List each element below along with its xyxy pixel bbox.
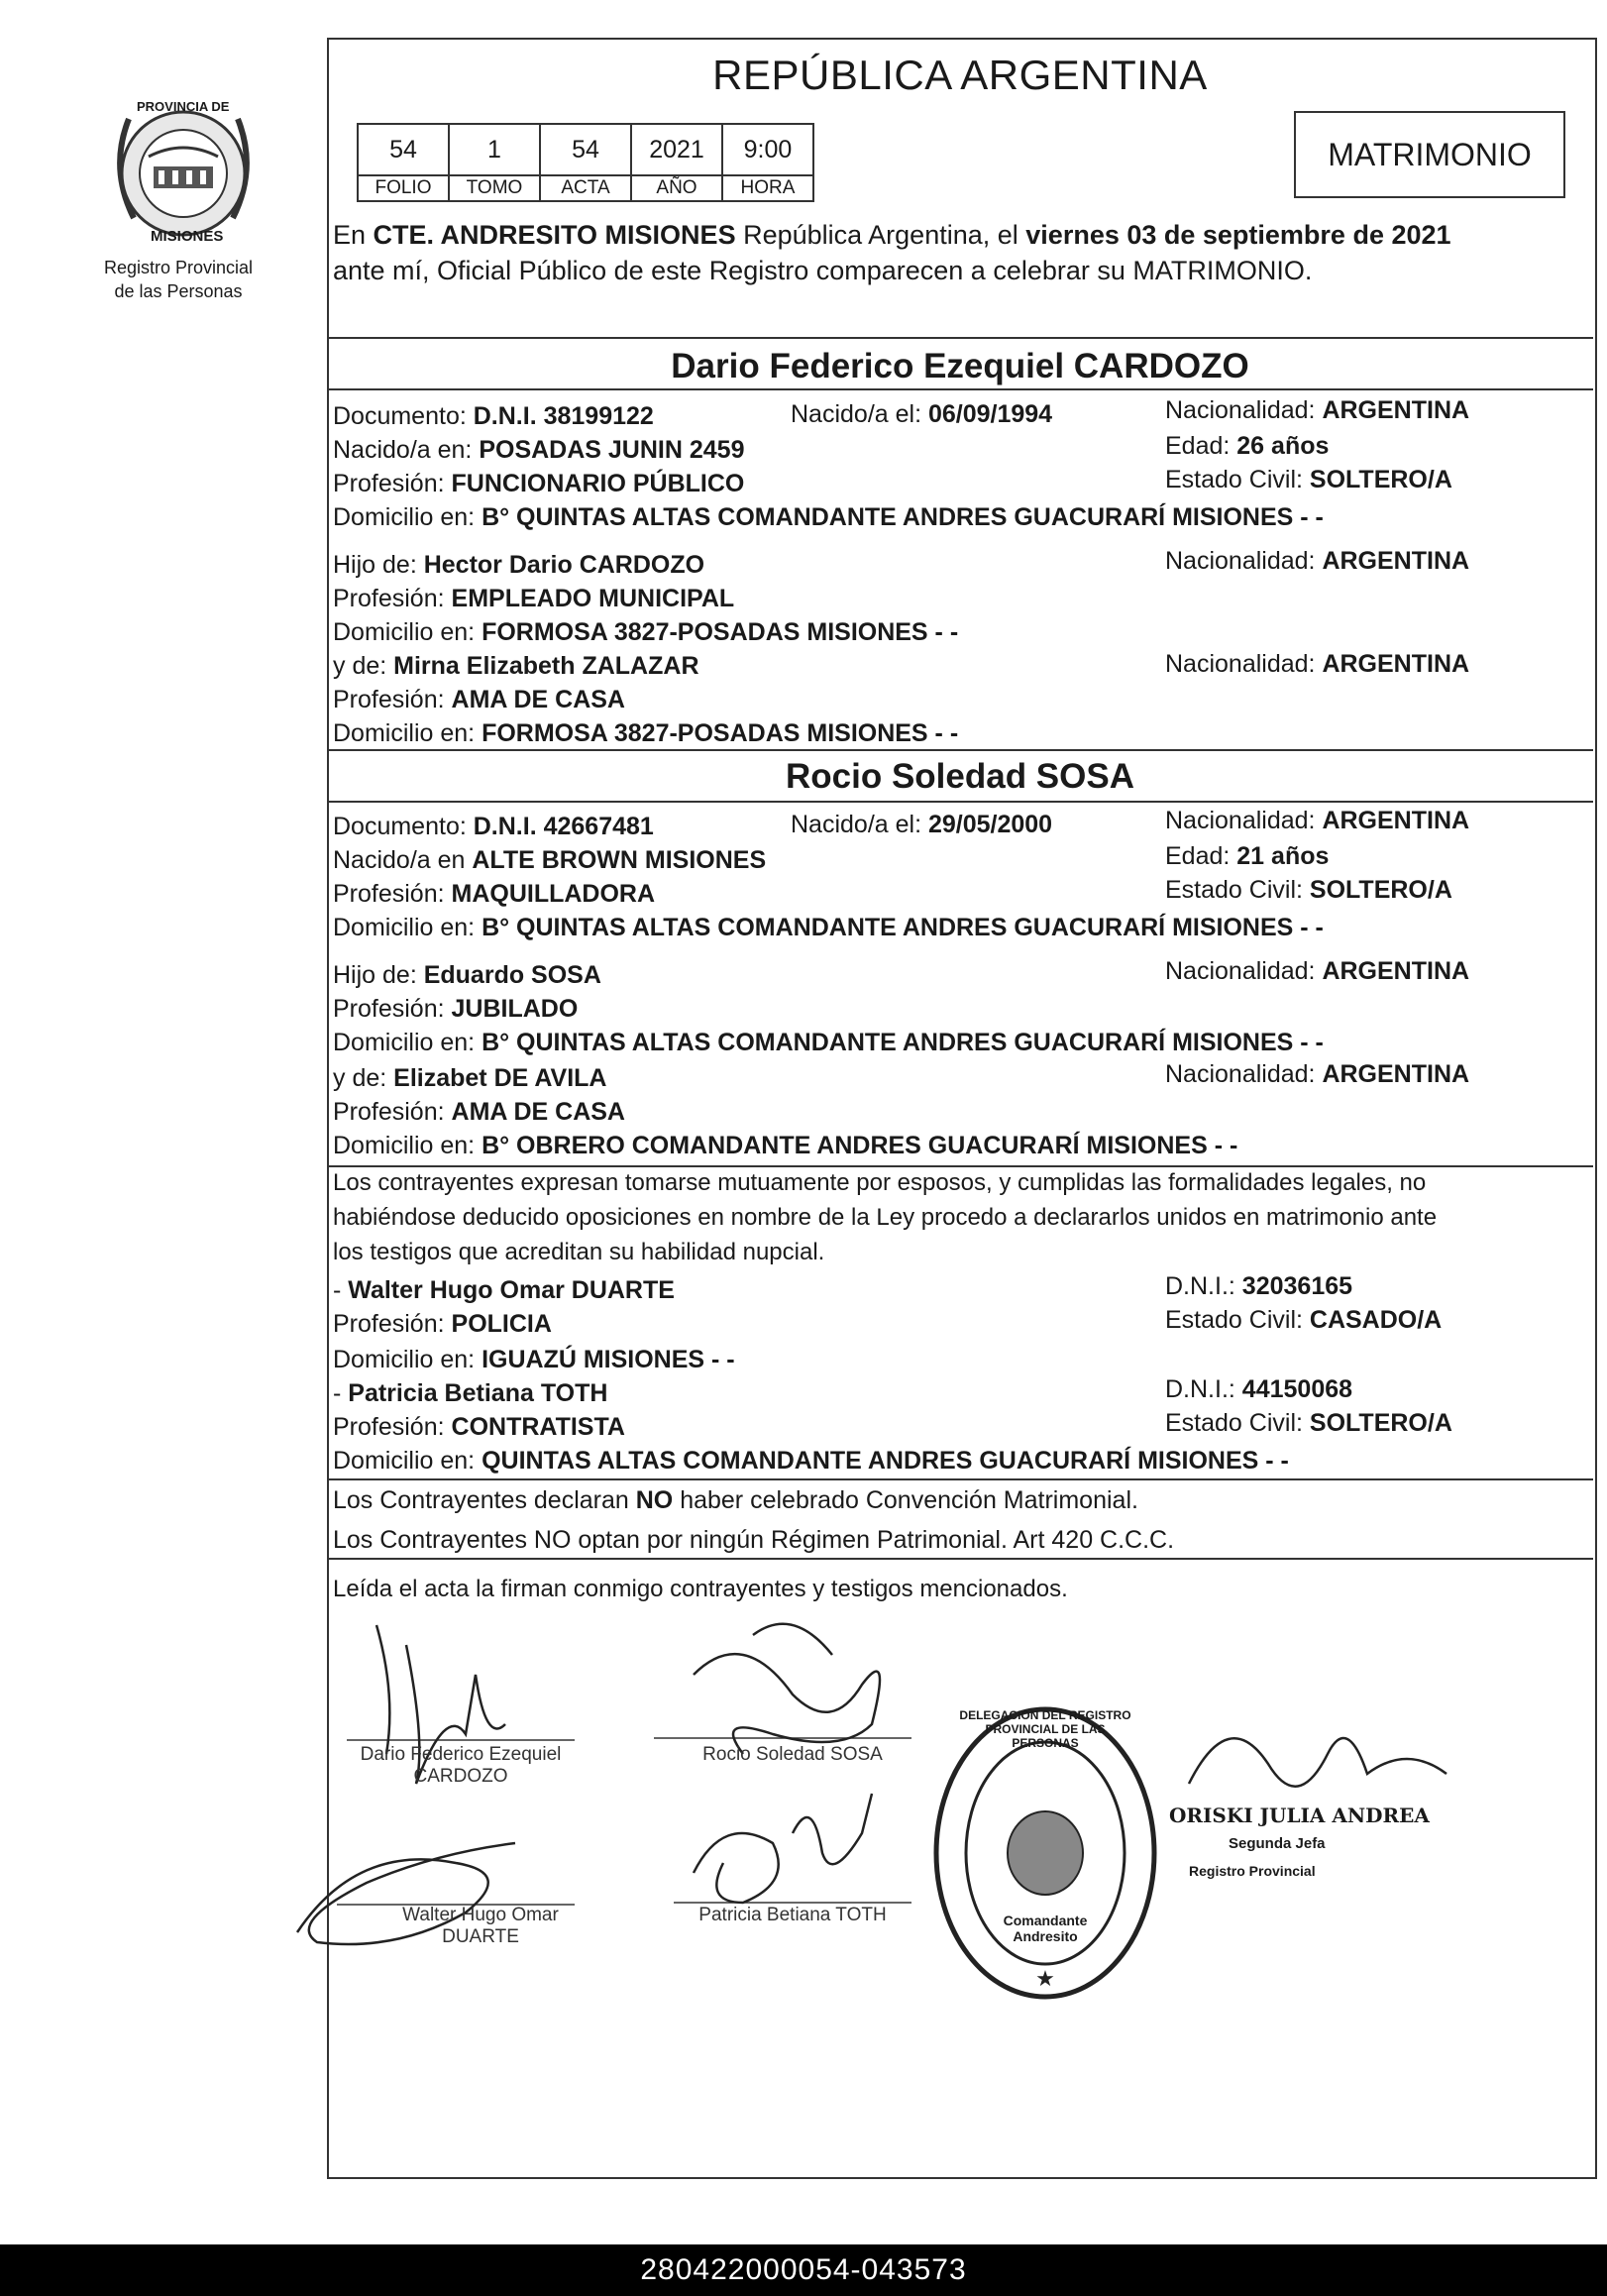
value: Mirna Elizabeth ZALAZAR bbox=[393, 652, 699, 680]
party1-father bbox=[333, 551, 704, 580]
value: Patricia Betiana TOTH bbox=[348, 1379, 608, 1407]
label: Domicilio en: bbox=[333, 503, 482, 531]
value: POLICIA bbox=[451, 1310, 552, 1338]
value: ARGENTINA bbox=[1322, 1060, 1470, 1088]
official-org: Registro Provincial bbox=[1189, 1863, 1316, 1879]
party2-age bbox=[1165, 842, 1329, 871]
party1-name: Dario Federico Ezequiel CARDOZO bbox=[671, 347, 1249, 385]
label: Estado Civil: bbox=[1165, 1306, 1310, 1334]
value: Walter Hugo Omar DUARTE bbox=[348, 1276, 675, 1304]
value: SOLTERO/A bbox=[1309, 1409, 1452, 1437]
intro-date: viernes 03 de septiembre de 2021 bbox=[1025, 220, 1451, 250]
value: ARGENTINA bbox=[1322, 957, 1470, 985]
value: Elizabet DE AVILA bbox=[393, 1064, 607, 1092]
party2-civil bbox=[1165, 876, 1452, 905]
label: Profesión: bbox=[333, 1413, 452, 1441]
witness2-dom bbox=[333, 1447, 1289, 1476]
label: y de: bbox=[333, 652, 394, 680]
value: ARGENTINA bbox=[1322, 396, 1470, 424]
label: Documento: bbox=[333, 402, 474, 430]
declaration-line-1: Los contrayentes expresan tomarse mutuamente por esposos, y cumplidas las formalidades legales, no bbox=[333, 1169, 1427, 1196]
label: Domicilio en: bbox=[333, 1447, 482, 1475]
svg-text:★: ★ bbox=[1035, 1967, 1055, 1992]
label: Edad: bbox=[1165, 842, 1237, 870]
value: IGUAZÚ MISIONES - - bbox=[482, 1346, 735, 1373]
label: Domicilio en: bbox=[333, 719, 482, 747]
value: CASADO/A bbox=[1309, 1306, 1443, 1334]
party2-mother-dom bbox=[333, 1132, 1237, 1160]
acta-value: 54 bbox=[540, 124, 631, 175]
stamp-ring-text: DELEGACION DEL REGISTRO PROVINCIAL DE LAS PERSONAS bbox=[959, 1708, 1131, 1750]
tomo-value: 1 bbox=[449, 124, 540, 175]
label: Profesión: bbox=[333, 880, 452, 908]
intro-prefix: En bbox=[333, 220, 374, 250]
province-seal-logo bbox=[99, 79, 268, 258]
label: Profesión: bbox=[333, 585, 452, 612]
party1-age bbox=[1165, 432, 1329, 461]
value: B° QUINTAS ALTAS COMANDANTE ANDRES GUACURARÍ MISIONES - - bbox=[482, 914, 1324, 941]
witness2-dni bbox=[1165, 1375, 1352, 1404]
party1-father-prof bbox=[333, 585, 734, 613]
closing-text: Leída el acta la firman conmigo contrayentes y testigos mencionados. bbox=[333, 1576, 1068, 1602]
value: ALTE BROWN MISIONES bbox=[472, 846, 767, 874]
label: Profesión: bbox=[333, 995, 452, 1023]
value: AMA DE CASA bbox=[451, 1098, 625, 1126]
party2-nat bbox=[1165, 807, 1469, 835]
label: Nacionalidad: bbox=[1165, 547, 1323, 575]
label: Documento: bbox=[333, 813, 474, 840]
convention-line-1 bbox=[333, 1486, 1138, 1515]
value: QUINTAS ALTAS COMANDANTE ANDRES GUACURARÍ MISIONES - - bbox=[482, 1447, 1289, 1475]
intro-middle: República Argentina, el bbox=[735, 220, 1026, 250]
party1-born bbox=[791, 400, 1052, 429]
official-name: ORISKI JULIA ANDREA bbox=[1169, 1804, 1430, 1827]
text: haber celebrado Convención Matrimonial. bbox=[673, 1486, 1138, 1514]
label: Nacido/a en bbox=[333, 846, 473, 874]
intro-line-1 bbox=[333, 220, 1451, 251]
label: Estado Civil: bbox=[1165, 876, 1310, 904]
party1-prof bbox=[333, 470, 744, 498]
intro-line-2: ante mí, Oficial Público de este Registro comparecen a celebrar su MATRIMONIO. bbox=[333, 256, 1313, 285]
sig3-label-line-1: Walter Hugo Omar bbox=[402, 1905, 559, 1925]
text: Los Contrayentes declaran bbox=[333, 1486, 636, 1514]
prefix: - bbox=[333, 1276, 349, 1304]
party1-dom bbox=[333, 503, 1324, 532]
label: Estado Civil: bbox=[1165, 1409, 1310, 1437]
party2-father-prof bbox=[333, 995, 578, 1024]
label: Domicilio en: bbox=[333, 618, 482, 646]
party2-place bbox=[333, 846, 766, 875]
value: MAQUILLADORA bbox=[451, 880, 656, 908]
divider bbox=[327, 749, 1593, 751]
label: Edad: bbox=[1165, 432, 1237, 460]
party2-father bbox=[333, 961, 601, 990]
party1-place bbox=[333, 436, 744, 465]
acta-label: ACTA bbox=[540, 175, 631, 201]
divider bbox=[327, 1558, 1593, 1560]
value: AMA DE CASA bbox=[451, 686, 625, 713]
divider bbox=[327, 388, 1593, 390]
label: Domicilio en: bbox=[333, 1346, 482, 1373]
value: ARGENTINA bbox=[1322, 547, 1470, 575]
folio-value: 54 bbox=[358, 124, 449, 175]
label: Nacido/a el: bbox=[791, 400, 928, 428]
label: Profesión: bbox=[333, 1098, 452, 1126]
label: Domicilio en: bbox=[333, 914, 482, 941]
sig1-label-line-2: CARDOZO bbox=[413, 1766, 508, 1787]
sig1-label bbox=[327, 1744, 594, 1788]
witness1-civil bbox=[1165, 1306, 1442, 1335]
convention-line-2: Los Contrayentes NO optan por ningún Régimen Patrimonial. Art 420 C.C.C. bbox=[333, 1526, 1175, 1554]
sig4-label: Patricia Betiana TOTH bbox=[698, 1905, 887, 1925]
footer-document-code: 280422000054-043573 bbox=[0, 2244, 1607, 2296]
value: 26 años bbox=[1236, 432, 1330, 460]
witness1-prof bbox=[333, 1310, 552, 1339]
party2-name: Rocio Soledad SOSA bbox=[786, 757, 1134, 796]
party2-mother bbox=[333, 1064, 606, 1093]
value: EMPLEADO MUNICIPAL bbox=[451, 585, 735, 612]
value: POSADAS JUNIN 2459 bbox=[479, 436, 745, 464]
label: Estado Civil: bbox=[1165, 466, 1310, 493]
witness2-prof bbox=[333, 1413, 625, 1442]
witness1-dni bbox=[1165, 1272, 1352, 1301]
year-value: 2021 bbox=[631, 124, 722, 175]
hour-label: HORA bbox=[722, 175, 813, 201]
logo-text-top: PROVINCIA DE bbox=[137, 99, 230, 114]
logo-caption-line-1: Registro Provincial bbox=[103, 258, 254, 277]
sig2-label: Rocio Soledad SOSA bbox=[702, 1744, 883, 1765]
party2-prof bbox=[333, 880, 655, 909]
witness2-name bbox=[333, 1379, 607, 1408]
logo-caption bbox=[59, 256, 297, 303]
value: B° QUINTAS ALTAS COMANDANTE ANDRES GUACURARÍ MISIONES - - bbox=[482, 503, 1324, 531]
party2-born bbox=[791, 811, 1052, 839]
value: FUNCIONARIO PÚBLICO bbox=[451, 470, 745, 497]
value: CONTRATISTA bbox=[451, 1413, 625, 1441]
value: SOLTERO/A bbox=[1309, 466, 1452, 493]
party1-father-nat bbox=[1165, 547, 1469, 576]
party2-father-nat bbox=[1165, 957, 1469, 986]
party2-father-dom bbox=[333, 1029, 1324, 1057]
label: Nacido/a en: bbox=[333, 436, 480, 464]
value: 29/05/2000 bbox=[927, 811, 1053, 838]
label: y de: bbox=[333, 1064, 394, 1092]
value: 32036165 bbox=[1241, 1272, 1353, 1300]
year-label: AÑO bbox=[631, 175, 722, 201]
declaration-paragraph bbox=[333, 1165, 1583, 1269]
divider bbox=[327, 801, 1593, 803]
registry-table bbox=[357, 123, 814, 202]
sig3-label bbox=[347, 1905, 614, 1948]
value: SOLTERO/A bbox=[1309, 876, 1452, 904]
folio-label: FOLIO bbox=[358, 175, 449, 201]
value: D.N.I. 42667481 bbox=[473, 813, 654, 840]
divider bbox=[327, 1478, 1593, 1480]
party1-mother-nat bbox=[1165, 650, 1469, 679]
party1-doc bbox=[333, 402, 654, 431]
value: Eduardo SOSA bbox=[423, 961, 601, 989]
witness2-civil bbox=[1165, 1409, 1452, 1438]
label: D.N.I.: bbox=[1165, 1375, 1242, 1403]
sig1-label-line-1: Dario Federico Ezequiel bbox=[360, 1744, 562, 1765]
value: ARGENTINA bbox=[1322, 650, 1470, 678]
official-role: Segunda Jefa bbox=[1229, 1835, 1326, 1852]
label: Nacionalidad: bbox=[1165, 1060, 1323, 1088]
value: FORMOSA 3827-POSADAS MISIONES - - bbox=[482, 618, 959, 646]
official-stamp bbox=[931, 1704, 1159, 2002]
value: 21 años bbox=[1236, 842, 1330, 870]
value: Hector Dario CARDOZO bbox=[423, 551, 705, 579]
label: Domicilio en: bbox=[333, 1132, 482, 1159]
label: D.N.I.: bbox=[1165, 1272, 1242, 1300]
label: Nacionalidad: bbox=[1165, 650, 1323, 678]
party2-mother-prof bbox=[333, 1098, 625, 1127]
party1-father-dom bbox=[333, 618, 958, 647]
label: Profesión: bbox=[333, 686, 452, 713]
label: Nacionalidad: bbox=[1165, 957, 1323, 985]
value: B° QUINTAS ALTAS COMANDANTE ANDRES GUACURARÍ MISIONES - - bbox=[482, 1029, 1324, 1056]
label: Hijo de: bbox=[333, 551, 424, 579]
logo-caption-line-2: de las Personas bbox=[114, 281, 243, 301]
witness1-name bbox=[333, 1276, 675, 1305]
logo-text-bottom: MISIONES bbox=[151, 228, 224, 245]
value: FORMOSA 3827-POSADAS MISIONES - - bbox=[482, 719, 959, 747]
sig3-label-line-2: DUARTE bbox=[442, 1926, 519, 1947]
label: Profesión: bbox=[333, 1310, 452, 1338]
party1-nat bbox=[1165, 396, 1469, 425]
value: 06/09/1994 bbox=[927, 400, 1053, 428]
divider bbox=[327, 337, 1593, 339]
doc-type-badge: MATRIMONIO bbox=[1294, 111, 1565, 198]
label: Nacido/a el: bbox=[791, 811, 928, 838]
label: Hijo de: bbox=[333, 961, 424, 989]
label: Nacionalidad: bbox=[1165, 807, 1323, 834]
emphasis: NO bbox=[635, 1486, 674, 1514]
party2-doc bbox=[333, 813, 654, 841]
value: ARGENTINA bbox=[1322, 807, 1470, 834]
stamp-inner-text: Comandante Andresito bbox=[1003, 1913, 1088, 1944]
witness1-dom bbox=[333, 1346, 735, 1374]
value: JUBILADO bbox=[451, 995, 579, 1023]
party1-mother bbox=[333, 652, 699, 681]
value: D.N.I. 38199122 bbox=[473, 402, 654, 430]
tomo-label: TOMO bbox=[449, 175, 540, 201]
declaration-line-3: los testigos que acreditan su habilidad nupcial. bbox=[333, 1239, 825, 1265]
party1-mother-prof bbox=[333, 686, 625, 714]
party2-mother-nat bbox=[1165, 1060, 1469, 1089]
party1-civil bbox=[1165, 466, 1452, 494]
label: Profesión: bbox=[333, 470, 452, 497]
party2-dom bbox=[333, 914, 1324, 942]
hour-value: 9:00 bbox=[722, 124, 813, 175]
label: Nacionalidad: bbox=[1165, 396, 1323, 424]
prefix: - bbox=[333, 1379, 349, 1407]
value: 44150068 bbox=[1241, 1375, 1353, 1403]
label: Domicilio en: bbox=[333, 1029, 482, 1056]
party1-mother-dom bbox=[333, 719, 958, 748]
country-title: REPÚBLICA ARGENTINA bbox=[712, 52, 1208, 98]
value: B° OBRERO COMANDANTE ANDRES GUACURARÍ MISIONES - - bbox=[482, 1132, 1238, 1159]
intro-place: CTE. ANDRESITO MISIONES bbox=[373, 220, 736, 250]
declaration-line-2: habiéndose deducido oposiciones en nombre de la Ley procedo a declararlos unidos en matrimonio ante bbox=[333, 1204, 1438, 1231]
